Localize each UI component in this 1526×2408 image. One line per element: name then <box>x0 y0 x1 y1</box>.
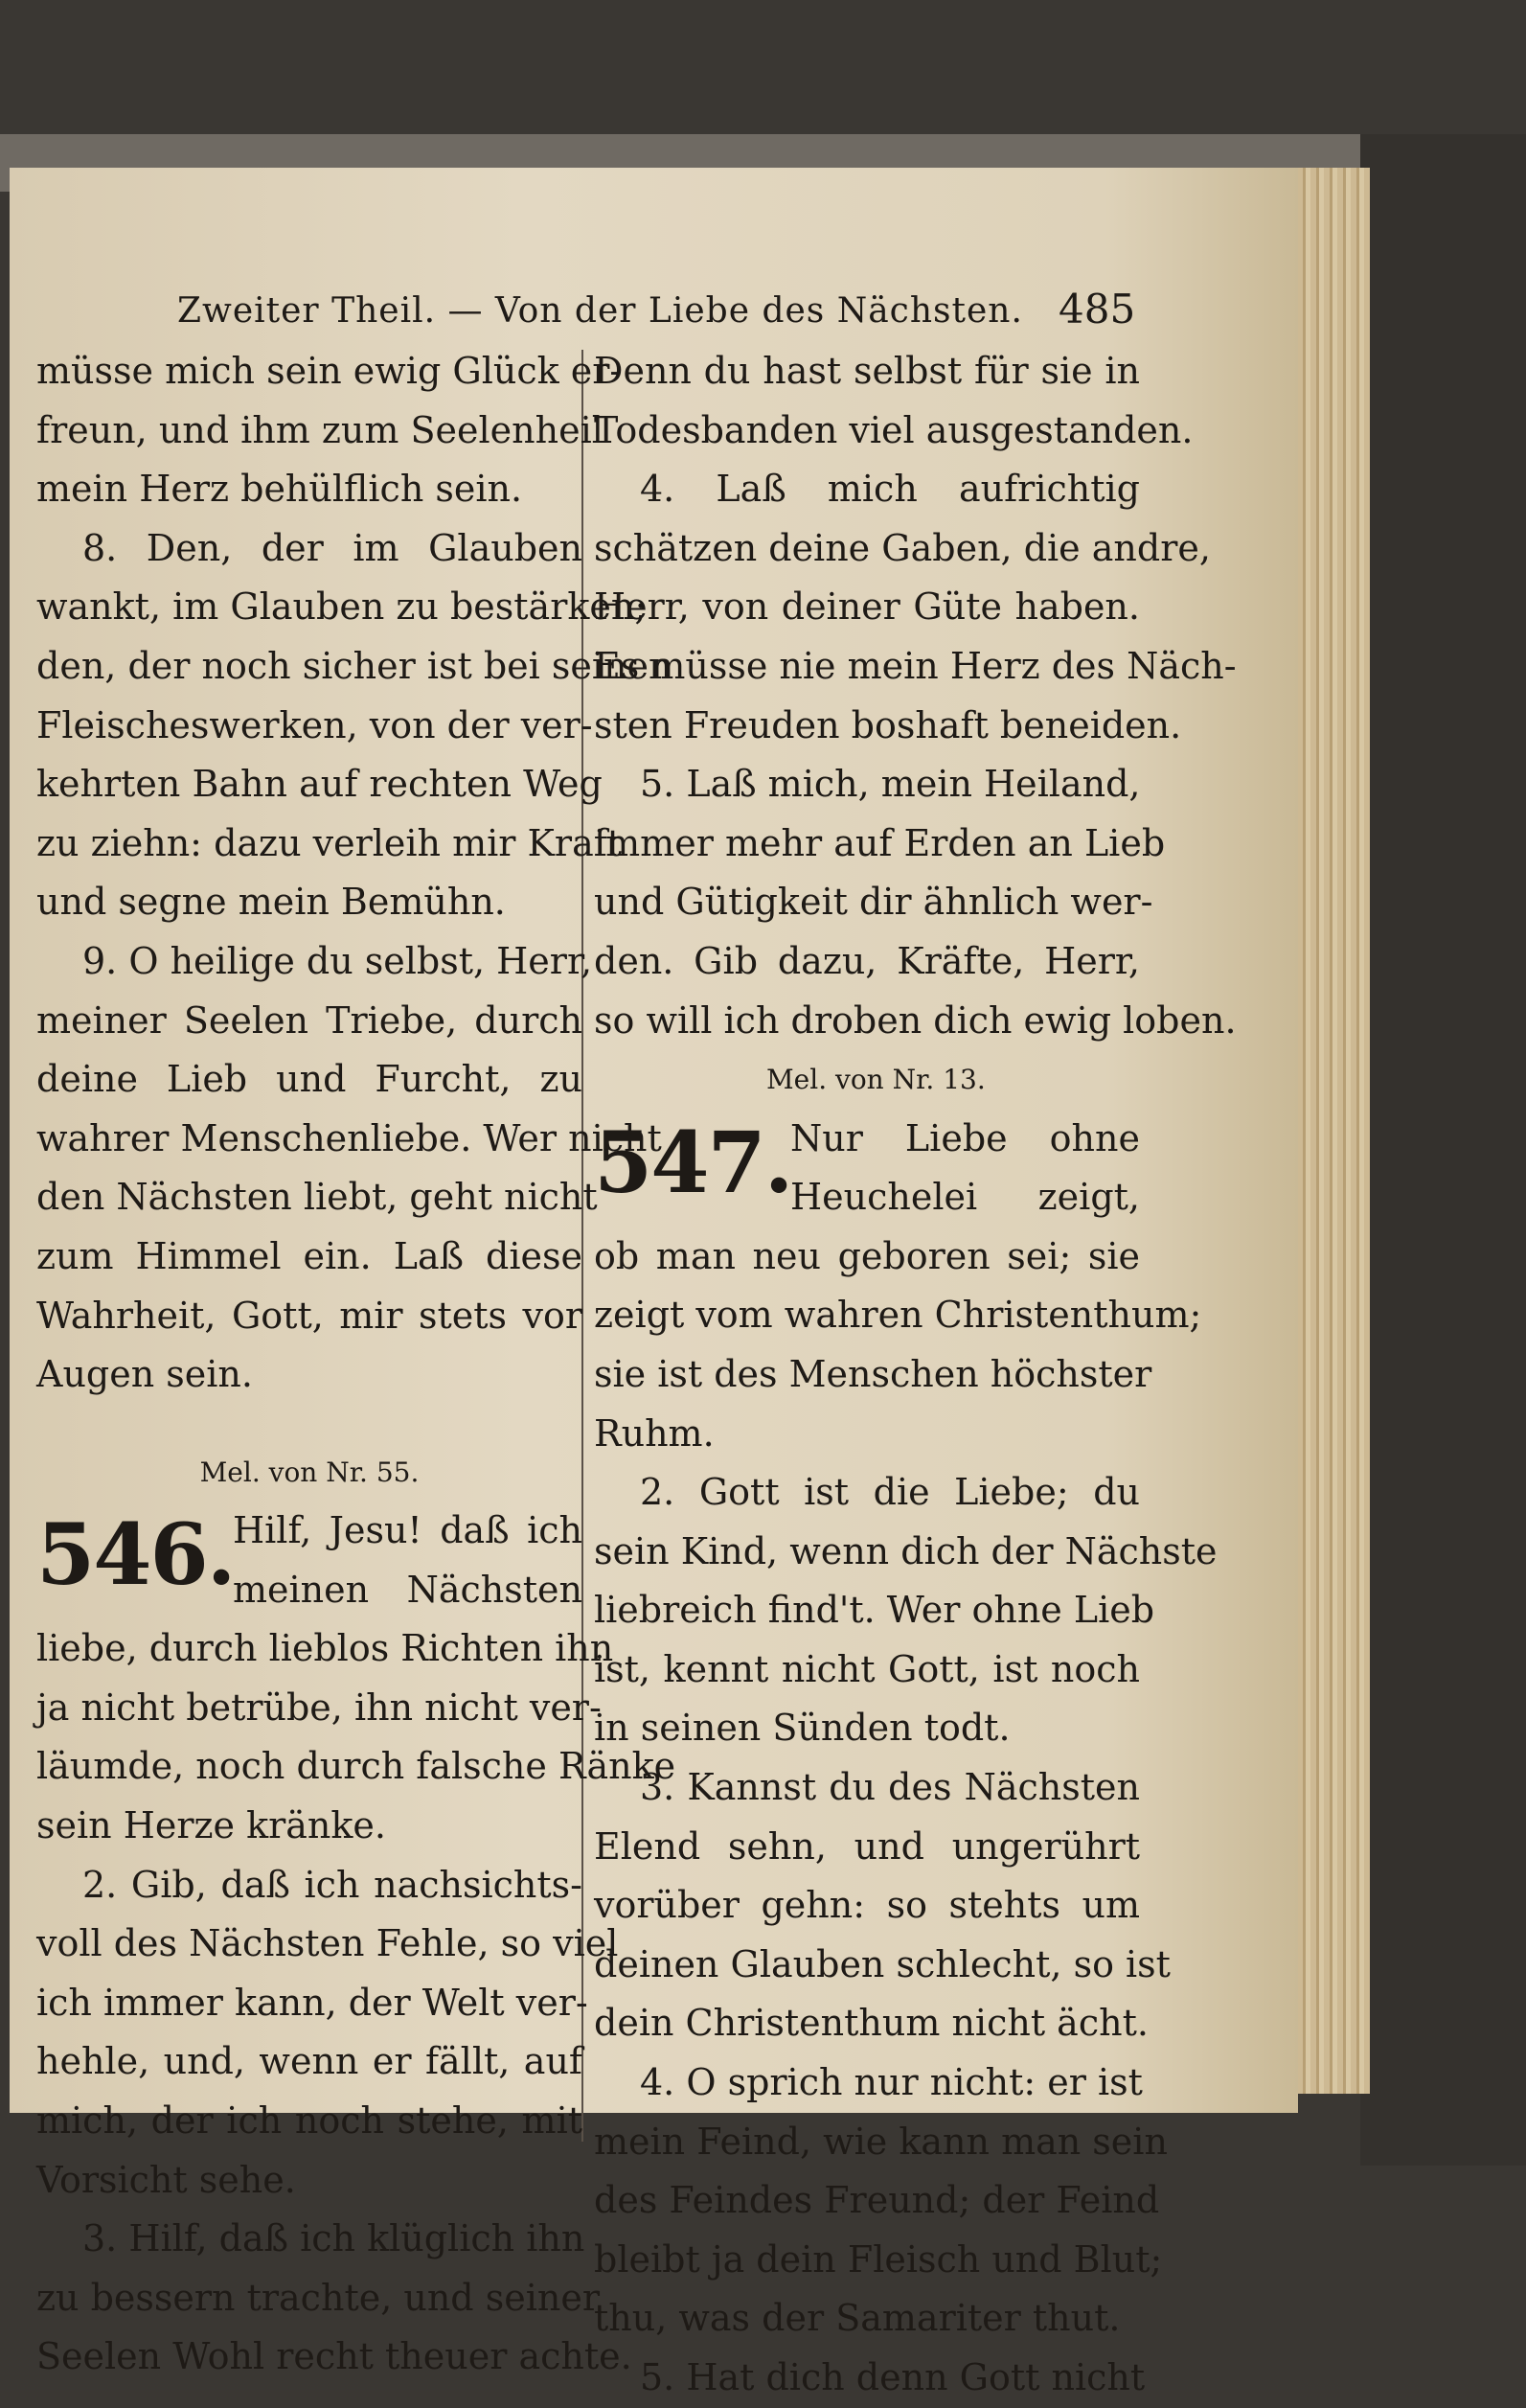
text-line: liebe, durch lieblos Richten ihn <box>36 1627 614 1670</box>
verse-start: 8. Den, der im Glauben <box>82 526 582 569</box>
text-line: wankt, im Glauben zu bestärken; <box>36 585 648 629</box>
text-line: dein Christenthum nicht ächt. <box>594 2002 1149 2045</box>
text-line: Elend sehn, und ungerührt <box>594 1824 1140 1868</box>
text-line: Herr, von deiner Güte haben. <box>594 585 1140 629</box>
text-line: kehrten Bahn auf rechten Weg <box>36 763 603 806</box>
text-line: freun, und ihm zum Seelenheil <box>36 408 604 451</box>
text-line: läumde, noch durch falsche Ränke <box>36 1745 676 1788</box>
page-number: 485 <box>1059 286 1136 333</box>
verse-start: 4. O sprich nur nicht: er ist <box>640 2061 1143 2104</box>
text-line: Es müsse nie mein Herz des Näch- <box>594 644 1237 687</box>
hymn-heading <box>36 1502 582 1619</box>
text-line: zu ziehn: dazu verleih mir Kraft <box>36 821 623 864</box>
text-line: hehle, und, wenn er fällt, auf <box>36 2040 582 2083</box>
text-line: und Gütigkeit dir ähnlich wer- <box>594 881 1153 924</box>
text-line: Augen sein. <box>36 1353 253 1396</box>
text-line: sein Herze kränke. <box>36 1804 386 1847</box>
text-line: mein Herz behülflich sein. <box>36 468 523 511</box>
hymn-head-lines <box>233 1502 582 1619</box>
text-line: Nur Liebe ohne <box>790 1116 1140 1159</box>
verse-start: 3. Kannst du des Nächsten <box>640 1766 1140 1809</box>
text-line: mein Feind, wie kann man sein <box>594 2120 1168 2163</box>
text-line: Vorsicht sehe. <box>36 2158 296 2201</box>
text-line: sten Freuden boshaft beneiden. <box>594 703 1182 746</box>
text-line: Ruhm. <box>594 1411 715 1455</box>
text-line: zeigt vom wahren Christenthum; <box>594 1294 1202 1337</box>
verse-start: 2. Gib, daß ich nachsichts- <box>82 1863 582 1906</box>
text-line: liebreich find't. Wer ohne Lieb <box>594 1589 1155 1632</box>
text-line: sein Kind, wenn dich der Nächste <box>594 1529 1218 1572</box>
text-line: vorüber gehn: so stehts um <box>594 1884 1140 1927</box>
book-page <box>10 168 1298 2398</box>
hymn-number: 547. <box>594 1112 792 1212</box>
text-line: meinen Nächsten <box>233 1568 582 1611</box>
text-line: deinen Glauben schlecht, so ist <box>594 1942 1171 1985</box>
text-line: schätzen deine Gaben, die andre, <box>594 526 1211 569</box>
text-line: thu, was der Samariter thut. <box>594 2297 1121 2340</box>
running-head-title: Zweiter Theil. — Von der Liebe des Nächsten. <box>177 291 1023 331</box>
text-line: deine Lieb und Furcht, zu <box>36 1058 582 1101</box>
text-line: Seelen Wohl recht theuer achte. <box>36 2335 632 2378</box>
verse-start: 3. Hilf, daß ich klüglich ihn <box>82 2217 585 2260</box>
right-column <box>594 342 1237 2408</box>
text-line: voll des Nächsten Fehle, so viel <box>36 1922 619 1965</box>
melody-reference: Mel. von Nr. 13. <box>766 1064 986 1096</box>
text-line: des Feindes Freund; der Feind <box>594 2179 1160 2222</box>
text-line: Heuchelei zeigt, <box>790 1176 1140 1219</box>
text-line: so will ich droben dich ewig loben. <box>594 998 1237 1042</box>
text-line: wahrer Menschenliebe. Wer nicht <box>36 1116 662 1159</box>
text-line: ist, kennt nicht Gott, ist noch <box>594 1647 1140 1690</box>
text-line: den, der noch sicher ist bei seinen <box>36 644 672 687</box>
text-line: ja nicht betrübe, ihn nicht ver- <box>36 1686 602 1729</box>
text-line: Todesbanden viel ausgestanden. <box>594 408 1194 451</box>
text-line: zu bessern trachte, und seiner <box>36 2276 600 2319</box>
text-line: Denn du hast selbst für sie in <box>594 350 1140 392</box>
text-line: in seinen Sünden todt. <box>594 1707 1011 1750</box>
verse-start: 5. Hat dich denn Gott nicht <box>640 2356 1146 2398</box>
text-line: sie ist des Menschen höchster <box>594 1352 1152 1395</box>
text-line: mich, der ich noch stehe, mit <box>36 2099 582 2143</box>
text-line: zum Himmel ein. Laß diese <box>36 1234 582 1277</box>
text-line: den. Gib dazu, Kräfte, Herr, <box>594 939 1140 982</box>
verse-start: 5. Laß mich, mein Heiland, <box>640 763 1141 806</box>
text-line: müsse mich sein ewig Glück er- <box>36 350 623 392</box>
text-line: meiner Seelen Triebe, durch <box>36 998 582 1042</box>
text-line: ich immer kann, der Welt ver- <box>36 1981 588 2024</box>
hymn-heading <box>594 1110 1140 1227</box>
hymn-number: 546. <box>36 1504 235 1605</box>
text-line: immer mehr auf Erden an Lieb <box>594 821 1166 864</box>
running-head <box>10 286 1298 343</box>
verse-start: 4. Laß mich aufrichtig <box>640 468 1140 511</box>
text-line: bleibt ja dein Fleisch und Blut; <box>594 2237 1163 2281</box>
text-line: ob man neu geboren sei; sie <box>594 1234 1140 1277</box>
text-line: Fleischeswerken, von der ver- <box>36 703 593 746</box>
text-line: und segne mein Bemühn. <box>36 881 506 924</box>
text-line: Wahrheit, Gott, mir stets vor <box>36 1294 582 1337</box>
hymn-head-lines <box>790 1110 1140 1227</box>
verse-start: 9. O heilige du selbst, Herr, <box>82 939 593 982</box>
book-cover-right <box>1360 134 1526 2166</box>
text-line: Hilf, Jesu! daß ich <box>233 1509 582 1552</box>
verse-start: 2. Gott ist die Liebe; du <box>640 1471 1140 1514</box>
melody-reference: Mel. von Nr. 55. <box>199 1456 420 1488</box>
text-line: den Nächsten liebt, geht nicht <box>36 1176 598 1219</box>
spacer <box>36 1405 582 1443</box>
